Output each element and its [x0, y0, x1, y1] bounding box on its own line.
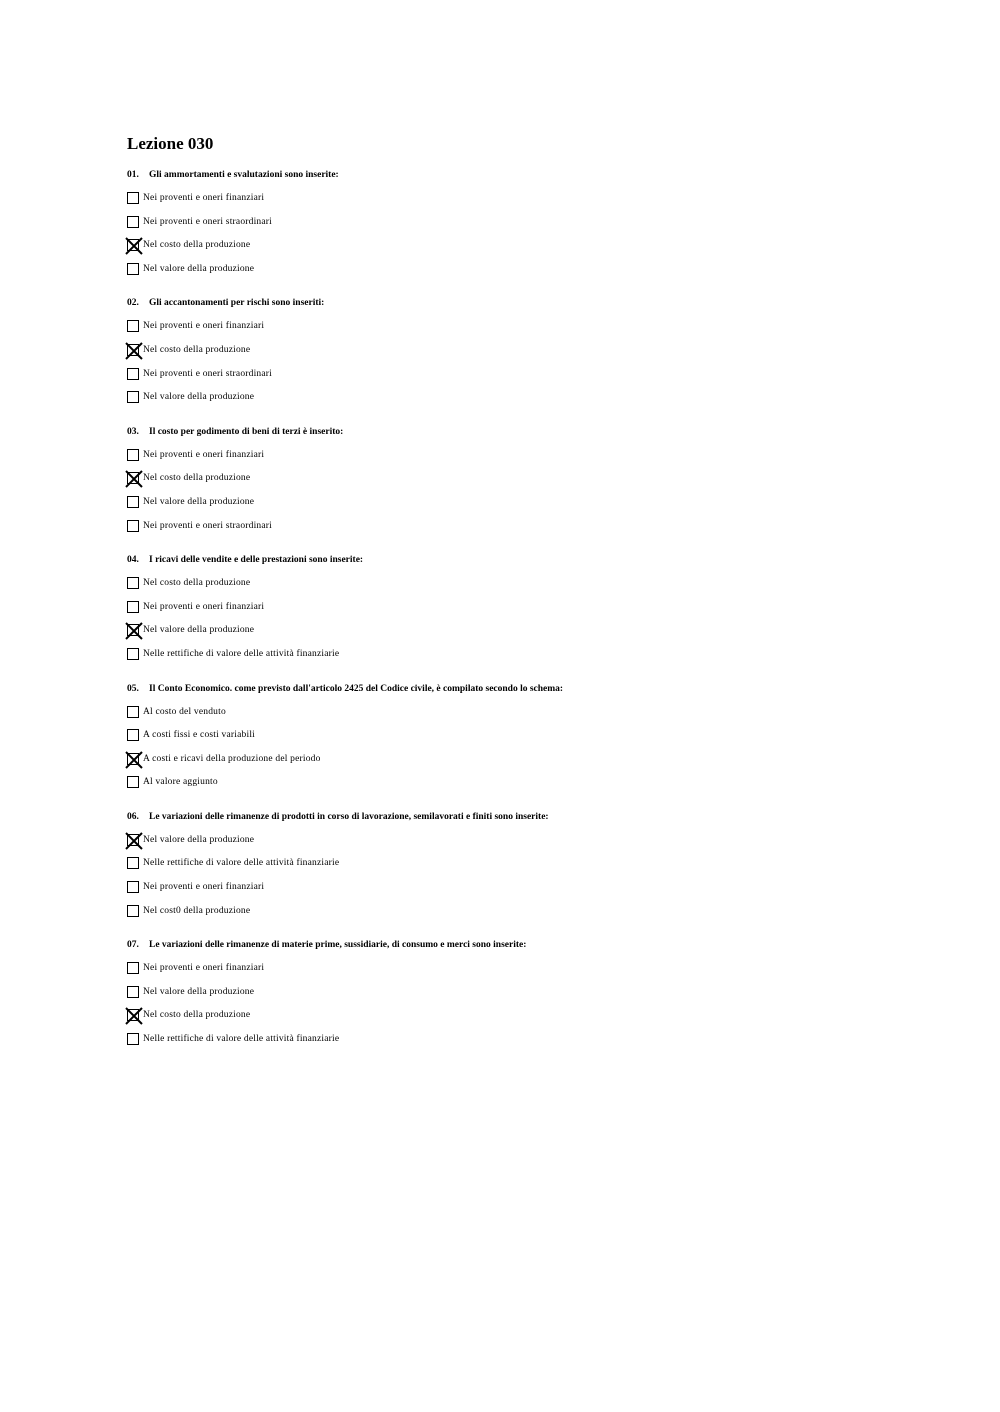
answer-option-label: Nel costo della produzione — [143, 1010, 251, 1021]
question-block — [127, 426, 927, 542]
answer-option-label: Nelle rettifiche di valore delle attività finanziarie — [143, 648, 340, 659]
answer-checkbox[interactable] — [127, 496, 139, 508]
answer-option-label: Nel valore della produzione — [143, 986, 255, 997]
quiz-page — [127, 133, 927, 1068]
answer-checkbox-checked[interactable] — [127, 624, 139, 636]
question-number: 03. — [127, 426, 139, 437]
page-title: Lezione 030 — [127, 134, 214, 153]
answer-option — [127, 319, 927, 343]
question-number: 06. — [127, 811, 139, 822]
answer-option-label: Nei proventi e oneri finanziari — [143, 601, 265, 612]
answer-checkbox[interactable] — [127, 520, 139, 532]
question-text: Le variazioni delle rimanenze di prodotti in corso di lavorazione, semilavorati e finiti sono inserite: — [149, 811, 549, 822]
answer-option-label: Al valore aggiunto — [143, 777, 218, 788]
question-text: Il Conto Economico. come previsto dall'articolo 2425 del Codice civile, è compilato secondo lo schema: — [149, 683, 564, 694]
question-text: I ricavi delle vendite e delle prestazioni sono inserite: — [149, 555, 364, 566]
question-block — [127, 554, 927, 670]
answer-option — [127, 1008, 927, 1032]
question-text: Gli ammortamenti e svalutazioni sono inserite: — [149, 170, 339, 180]
answer-option-label: Nel costo della produzione — [143, 473, 251, 484]
answer-option — [127, 880, 927, 904]
question-block — [127, 169, 927, 285]
answer-checkbox[interactable] — [127, 192, 139, 204]
answer-option-label: Nelle rettifiche di valore delle attività finanziarie — [143, 858, 340, 869]
answer-option — [127, 519, 927, 543]
answer-option-label: Nel valore della produzione — [143, 263, 255, 274]
answer-option — [127, 343, 927, 367]
answer-checkbox[interactable] — [127, 320, 139, 332]
question-number: 02. — [127, 298, 139, 309]
question-heading — [127, 811, 927, 823]
question-number: 05. — [127, 683, 139, 694]
answer-option-label: Nel costo della produzione — [143, 240, 251, 251]
answer-checkbox[interactable] — [127, 391, 139, 403]
answer-option-label: Nei proventi e oneri finanziari — [143, 963, 265, 974]
answer-checkbox[interactable] — [127, 577, 139, 589]
answer-option-label: Nei proventi e oneri finanziari — [143, 321, 265, 332]
answer-option — [127, 471, 927, 495]
answer-option — [127, 961, 927, 985]
answer-checkbox[interactable] — [127, 706, 139, 718]
answer-option-label: Nel valore della produzione — [143, 625, 255, 636]
question-number: 07. — [127, 940, 139, 951]
cross-mark-icon — [125, 1007, 143, 1025]
answer-option — [127, 1032, 927, 1056]
answer-option — [127, 191, 927, 215]
answer-checkbox[interactable] — [127, 1033, 139, 1045]
answer-option-label: Nei proventi e oneri straordinari — [143, 368, 273, 379]
answer-option-label: Nei proventi e oneri finanziari — [143, 449, 265, 460]
question-heading — [127, 297, 927, 309]
answer-checkbox-checked[interactable] — [127, 753, 139, 765]
answer-option — [127, 775, 927, 799]
answer-option-label: Nei proventi e oneri finanziari — [143, 193, 265, 203]
answer-option-label: Nel valore della produzione — [143, 834, 255, 845]
question-heading — [127, 426, 927, 438]
cross-mark-icon — [125, 751, 143, 769]
answer-option-label: Nel costo della produzione — [143, 578, 251, 589]
answer-option — [127, 705, 927, 729]
answer-option — [127, 904, 927, 928]
cross-mark-icon — [125, 622, 143, 640]
question-block — [127, 939, 927, 1055]
question-text: Le variazioni delle rimanenze di materie prime, sussidiarie, di consumo e merci sono inserite: — [149, 940, 527, 951]
answer-checkbox[interactable] — [127, 216, 139, 228]
answer-checkbox[interactable] — [127, 857, 139, 869]
answer-option-label: A costi e ricavi della produzione del periodo — [143, 753, 321, 764]
question-heading — [127, 169, 927, 181]
answer-checkbox[interactable] — [127, 986, 139, 998]
answer-option — [127, 728, 927, 752]
answer-option — [127, 576, 927, 600]
cross-mark-icon — [125, 832, 143, 850]
answer-checkbox[interactable] — [127, 368, 139, 380]
answer-checkbox[interactable] — [127, 905, 139, 917]
answer-option — [127, 752, 927, 776]
answer-checkbox[interactable] — [127, 648, 139, 660]
question-number: 01. — [127, 170, 139, 180]
answer-option — [127, 623, 927, 647]
question-block — [127, 683, 927, 799]
answer-option — [127, 600, 927, 624]
answer-option-label: Nei proventi e oneri straordinari — [143, 216, 273, 227]
answer-option — [127, 262, 927, 286]
answer-checkbox-checked[interactable] — [127, 472, 139, 484]
answer-checkbox[interactable] — [127, 881, 139, 893]
answer-option-label: A costi fissi e costi variabili — [143, 730, 256, 741]
answer-checkbox-checked[interactable] — [127, 239, 139, 251]
answer-checkbox[interactable] — [127, 962, 139, 974]
answer-checkbox-checked[interactable] — [127, 834, 139, 846]
question-heading — [127, 554, 927, 566]
answer-option-label: Nel valore della produzione — [143, 392, 255, 403]
answer-option-label: Nelle rettifiche di valore delle attività finanziarie — [143, 1034, 340, 1045]
answer-option — [127, 215, 927, 239]
answer-option — [127, 833, 927, 857]
answer-option — [127, 856, 927, 880]
question-list — [127, 169, 927, 1056]
answer-option-label: Nel cost0 della produzione — [143, 905, 251, 916]
answer-checkbox[interactable] — [127, 449, 139, 461]
answer-option — [127, 985, 927, 1009]
question-block — [127, 811, 927, 927]
cross-mark-icon — [125, 470, 143, 488]
cross-mark-icon — [125, 342, 143, 360]
answer-option — [127, 448, 927, 472]
answer-checkbox-checked[interactable] — [127, 344, 139, 356]
answer-checkbox[interactable] — [127, 729, 139, 741]
question-block — [127, 297, 927, 413]
answer-option — [127, 238, 927, 262]
answer-option — [127, 390, 927, 414]
answer-checkbox[interactable] — [127, 601, 139, 613]
answer-checkbox-checked[interactable] — [127, 1009, 139, 1021]
answer-option-label: Nei proventi e oneri straordinari — [143, 520, 273, 531]
answer-option — [127, 495, 927, 519]
answer-option-label: Nel costo della produzione — [143, 344, 251, 355]
answer-checkbox[interactable] — [127, 263, 139, 275]
answer-option — [127, 647, 927, 671]
answer-option-label: Nei proventi e oneri finanziari — [143, 882, 265, 893]
answer-checkbox[interactable] — [127, 776, 139, 788]
cross-mark-icon — [125, 237, 143, 255]
answer-option-label: Nel valore della produzione — [143, 496, 255, 507]
question-text: Il costo per godimento di beni di terzi è inserito: — [149, 426, 344, 437]
question-number: 04. — [127, 555, 139, 566]
question-text: Gli accantonamenti per rischi sono inseriti: — [149, 298, 325, 309]
question-heading — [127, 939, 927, 951]
question-heading — [127, 683, 927, 695]
answer-option — [127, 367, 927, 391]
answer-option-label: Al costo del venduto — [143, 706, 226, 717]
